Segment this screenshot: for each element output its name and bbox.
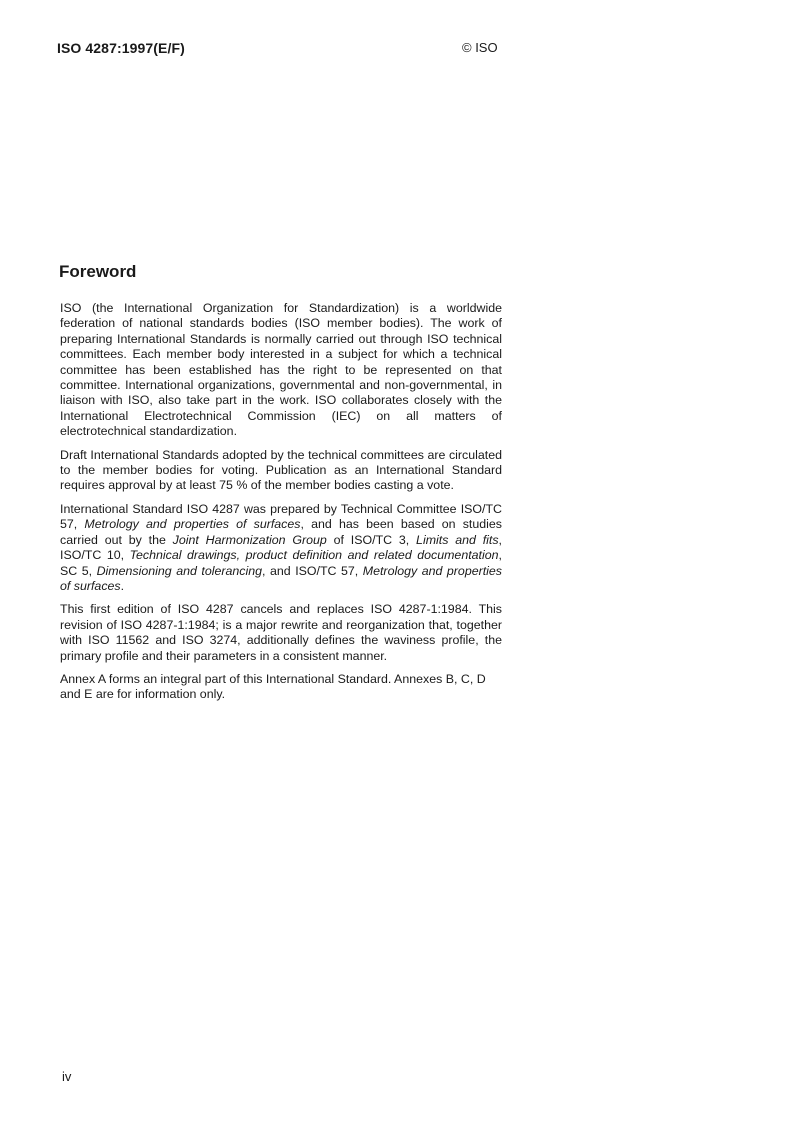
subcommittee-title: Dimensioning and tolerancing bbox=[96, 563, 263, 578]
text-run: , and has been based on studies carried out by the bbox=[60, 517, 502, 547]
document-id: ISO 4287:1997(E/F) bbox=[57, 40, 185, 56]
paragraph-edition: This first edition of ISO 4287 cancels and replaces ISO 4287-1:1984. This revision of ISO 4287-1:1984; is a major rewrite and reorganization that, together with ISO 11562 and ISO 3274, additionally defines the waviness profile, the primary profile and their parameters in a consistent manner. bbox=[60, 602, 502, 663]
page-number: iv bbox=[62, 1069, 72, 1084]
paragraph-iso-organization: ISO (the International Organization for Standardization) is a worldwide federation of national standards bodies (ISO member bodies). The work of preparing International Standards is normally carried out through ISO technical committees. Each member body interested in a subject for which a technical committee has been established has the right to be represented on that committee. International organizations, governmental and non-governmental, in liaison with ISO, also take part in the work. ISO collaborates closely with the International Electrotechnical Commission (IEC) on all matters of electrotechnical standardization. bbox=[60, 301, 502, 439]
text-run: , ISO/TC 10, bbox=[60, 532, 502, 563]
committee-title: Metrology and properties of surfaces bbox=[60, 563, 503, 593]
text-run: . bbox=[120, 578, 125, 593]
group-title: Joint Harmonization Group bbox=[172, 532, 327, 547]
paragraph-preparation bbox=[60, 502, 502, 594]
foreword-heading: Foreword bbox=[59, 262, 137, 281]
paragraph-draft-standards: Draft International Standards adopted by the technical committees are circulated to the member bodies for voting. Publication as an International Standard requires approval by at least 75 % of the member bodies casting a vote. bbox=[60, 447, 502, 493]
committee-title: Limits and fits bbox=[416, 532, 499, 547]
text-run: , SC 5, bbox=[60, 548, 502, 578]
text-run: , and ISO/TC 57, bbox=[262, 563, 363, 578]
text-run: International Standard ISO 4287 was prepared by Technical Committee ISO/TC 57, bbox=[60, 501, 502, 532]
foreword-body bbox=[60, 301, 502, 711]
committee-title: Metrology and properties of surfaces bbox=[84, 517, 301, 532]
text-run: of ISO/TC 3, bbox=[326, 532, 417, 547]
paragraph-annexes: Annex A forms an integral part of this International Standard. Annexes B, C, D and E are for information only. bbox=[60, 671, 486, 702]
copyright-notice: © ISO bbox=[462, 40, 498, 55]
committee-title: Technical drawings, product definition and related documentation bbox=[129, 548, 499, 563]
